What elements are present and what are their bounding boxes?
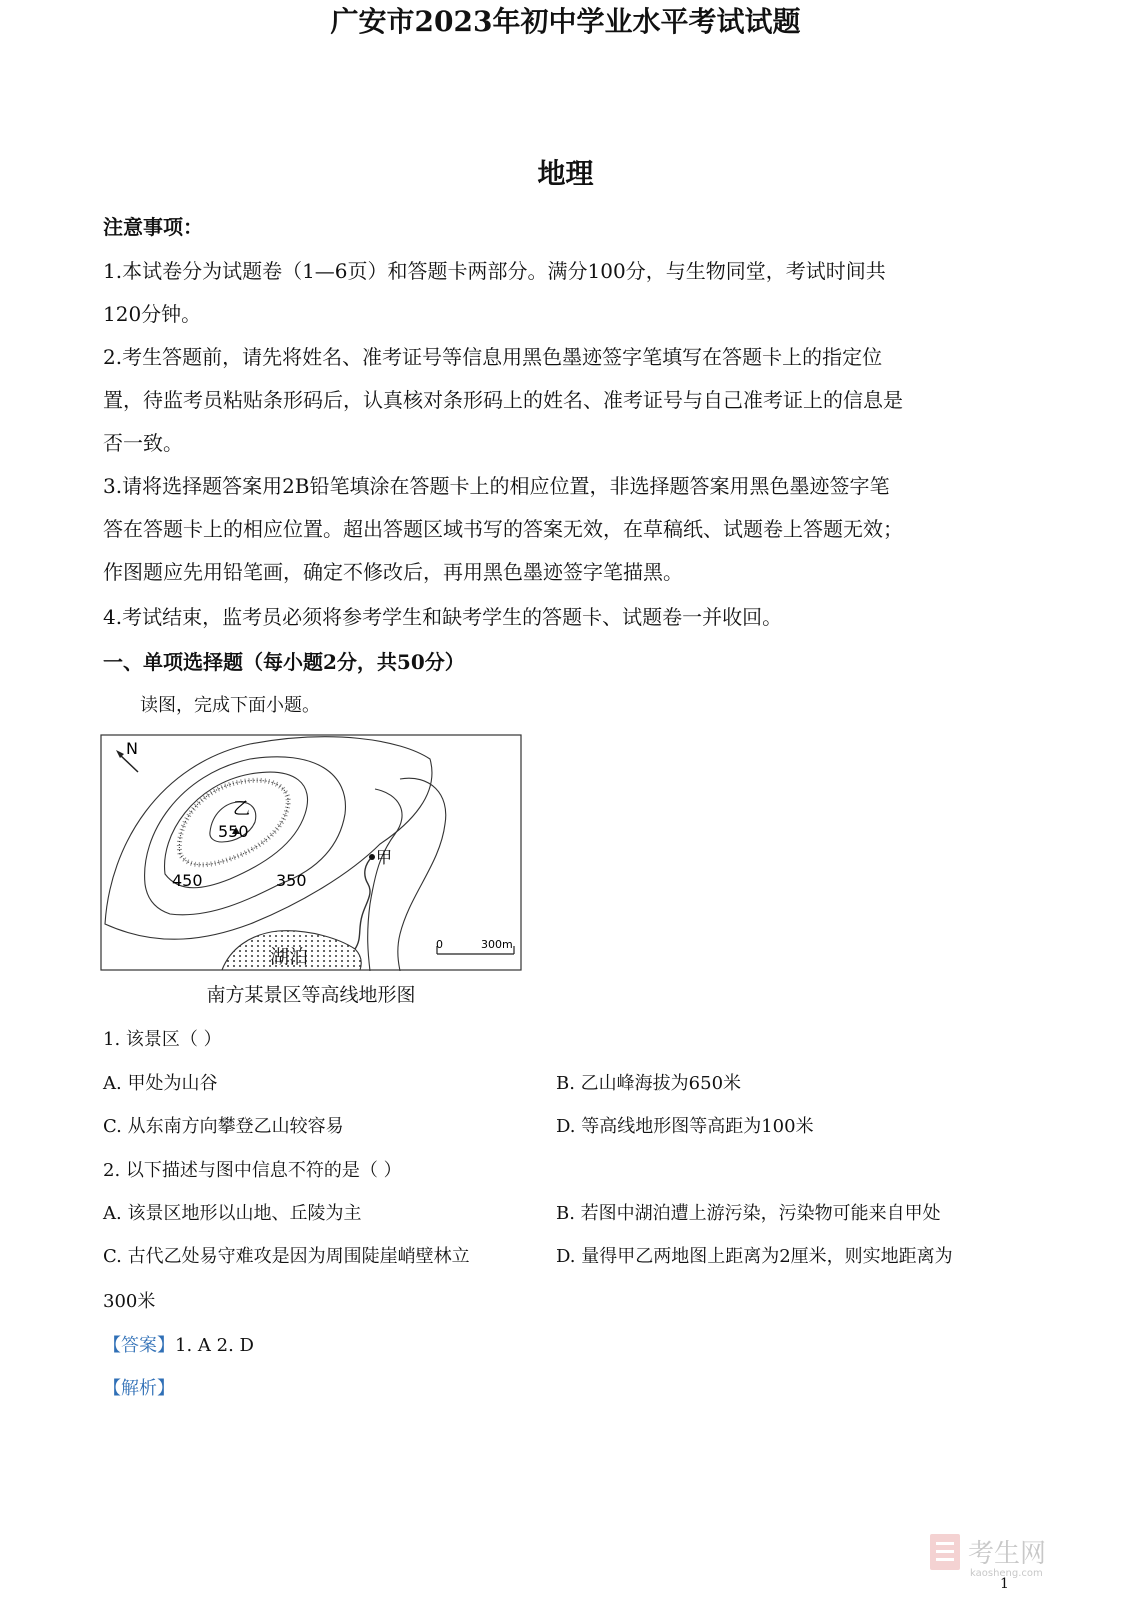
notice-line: 否一致。 <box>103 431 183 455</box>
notice-line: 置，待监考员粘贴条形码后，认真核对条形码上的姓名、准考证号与自己准考证上的信息是 <box>103 388 903 412</box>
question-1-option-a: A. 甲处为山谷 <box>103 1073 218 1094</box>
notice-line: 答在答题卡上的相应位置。超出答题区域书写的答案无效，在草稿纸、试题卷上答题无效； <box>103 517 903 541</box>
question-2-option-a: A. 该景区地形以山地、丘陵为主 <box>103 1203 362 1224</box>
notice-line: 4.考试结束，监考员必须将参考学生和缺考学生的答题卡、试题卷一并收回。 <box>103 605 783 629</box>
contour-label-350: 350 <box>276 871 307 890</box>
analysis-tag: 【解析】 <box>103 1378 175 1399</box>
watermark-brand: 考生网 <box>968 1539 1047 1569</box>
question-2-option-d: D. 量得甲乙两地图上距离为2厘米，则实地距离为 <box>556 1246 953 1267</box>
notice-line: 3.请将选择题答案用2B铅笔填涂在答题卡上的相应位置，非选择题答案用黑色墨迹签字笔 <box>103 474 890 498</box>
notice-line: 1.本试卷分为试题卷（1—6页）和答题卡两部分。满分100分，与生物同堂，考试时间共 <box>103 259 886 283</box>
question-2-stem: 2. 以下描述与图中信息不符的是（ ） <box>103 1160 402 1181</box>
notice-line: 120分钟。 <box>103 302 202 326</box>
subject-title: 地理 <box>537 157 594 190</box>
contour-label-550: 550 <box>218 822 249 841</box>
section-intro: 读图，完成下面小题。 <box>140 695 320 716</box>
answer-row <box>103 1331 254 1357</box>
jia-point <box>369 854 375 860</box>
jia-label: 甲 <box>376 848 393 867</box>
notice-heading: 注意事项： <box>103 215 203 239</box>
question-2-option-d-continued: 300米 <box>103 1291 156 1312</box>
notice-line: 作图题应先用铅笔画，确定不修改后，再用黑色墨迹签字笔描黑。 <box>103 560 683 584</box>
question-1-option-c: C. 从东南方向攀登乙山较容易 <box>103 1116 344 1137</box>
section-heading: 一、单项选择题（每小题2分，共50分） <box>103 650 465 674</box>
watermark-url: kaosheng.com <box>970 1568 1043 1579</box>
document-title: 广安市2023年初中学业水平考试试题 <box>330 5 801 38</box>
question-1-option-b: B. 乙山峰海拔为650米 <box>556 1073 742 1094</box>
kaosheng-logo-icon <box>930 1534 960 1570</box>
question-1-option-d: D. 等高线地形图等高距为100米 <box>556 1116 814 1137</box>
contour-map <box>100 734 522 971</box>
map-caption: 南方某景区等高线地形图 <box>206 984 416 1006</box>
lake-label: 湖泊 <box>270 946 309 968</box>
scale-zero: 0 <box>436 938 443 951</box>
scale-distance: 300m <box>481 938 513 951</box>
peak-label: 乙 <box>233 799 250 819</box>
question-1-stem: 1. 该景区（ ） <box>103 1029 222 1050</box>
kaosheng-watermark <box>930 1530 1090 1580</box>
north-label: N <box>126 739 138 758</box>
question-2-option-c: C. 古代乙处易守难攻是因为周围陡崖峭壁林立 <box>103 1246 470 1267</box>
question-2-option-b: B. 若图中湖泊遭上游污染，污染物可能来自甲处 <box>556 1203 941 1224</box>
page-number: 1 <box>1000 1576 1009 1592</box>
notice-line: 2.考生答题前，请先将姓名、准考证号等信息用黑色墨迹签字笔填写在答题卡上的指定位 <box>103 345 883 369</box>
answer-tag: 【答案】 <box>103 1335 175 1356</box>
answer-text: 1. A 2. D <box>175 1335 254 1356</box>
contour-label-450: 450 <box>172 871 203 890</box>
